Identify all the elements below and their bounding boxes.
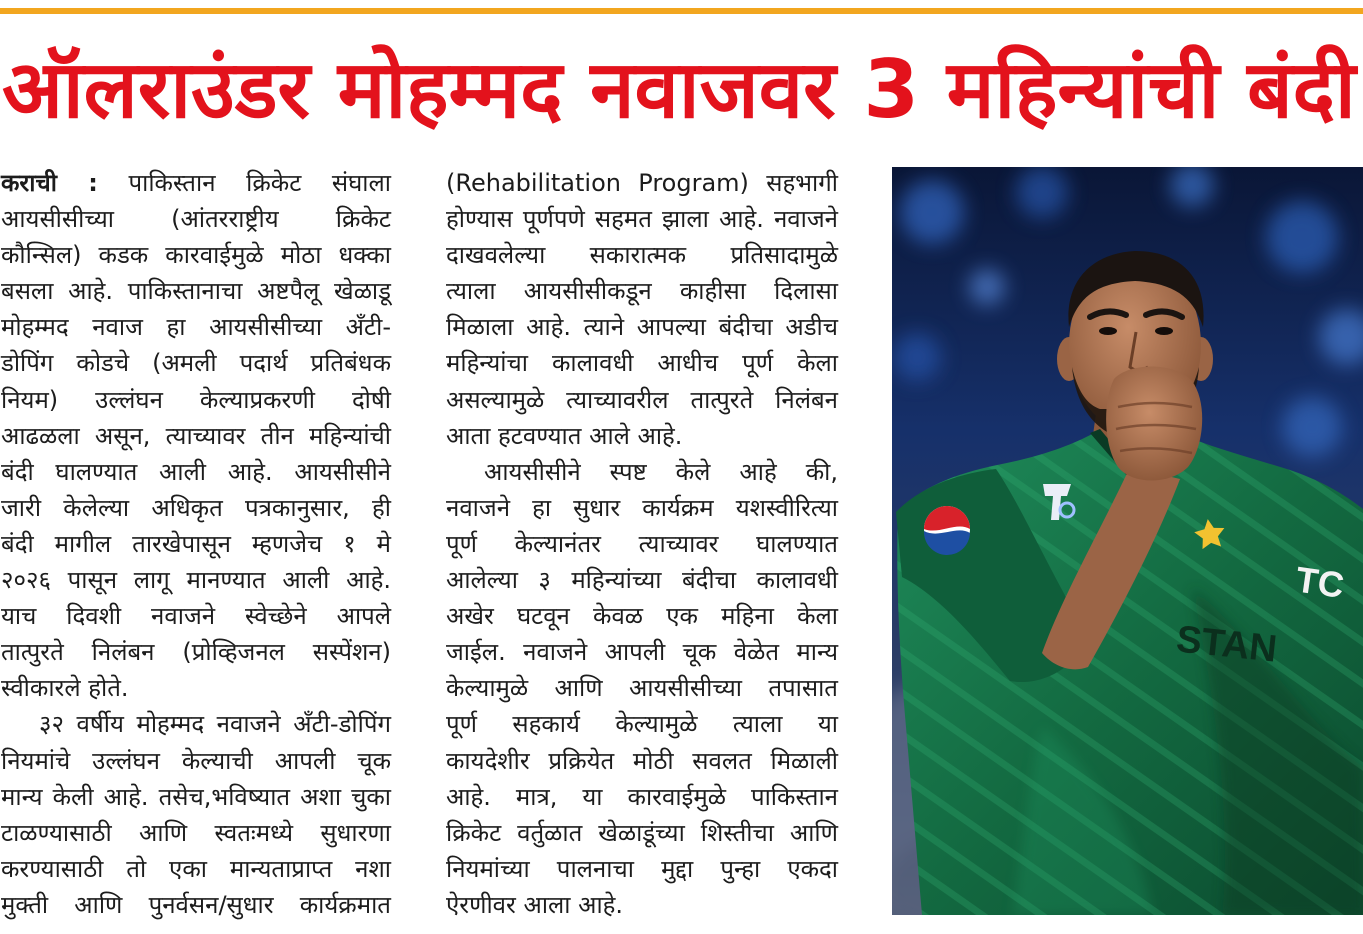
jersey-team-text: STAN <box>1174 618 1279 671</box>
article-text-line <box>1 273 391 309</box>
article-text-line <box>1 165 391 201</box>
article-text-line <box>446 815 838 851</box>
article-text-line <box>1 345 391 381</box>
article-text-line <box>446 887 838 923</box>
line-text: कौन्सिल) कडक कारवाईमुळे मोठा धक्का <box>1 241 391 270</box>
article-text-line <box>446 851 838 887</box>
article-text-line <box>1 743 391 779</box>
line-text: जारी केलेल्या अधिकृत पत्रकानुसार, ही <box>1 493 391 522</box>
article-column-right <box>446 165 838 923</box>
article-text-line <box>446 165 838 201</box>
article-text-line <box>1 309 391 345</box>
article-text-line <box>446 598 838 634</box>
line-text: नियमांच्या पालनाचा मुद्दा पुन्हा एकदा <box>446 854 838 883</box>
line-text: ३२ वर्षीय मोहम्मद नवाजने अँटी-डोपिंग <box>39 710 391 739</box>
line-text: ऐरणीवर आला आहे. <box>446 890 623 919</box>
line-text: केल्यामुळे आणि आयसीसीच्या तपासात <box>446 674 838 703</box>
player-photo <box>892 167 1363 915</box>
headline <box>2 20 1361 160</box>
line-text: आहे. मात्र, या कारवाईमुळे पाकिस्तान <box>446 782 838 811</box>
article-text-line <box>1 815 391 851</box>
line-text: आयसीसीच्या (आंतरराष्ट्रीय क्रिकेट <box>1 205 391 234</box>
line-text: महिन्यांचा कालावधी आधीच पूर्ण केला <box>446 349 838 378</box>
line-text: जाईल. नवाजने आपली चूक वेळेत मान्य <box>446 638 838 667</box>
article-text-line <box>1 490 391 526</box>
dateline: कराची : <box>1 169 98 197</box>
player-eye-right <box>1155 327 1173 335</box>
line-text: करण्यासाठी तो एका मान्यताप्राप्त नशा <box>1 854 391 883</box>
line-text: नवाजने हा सुधार कार्यक्रम यशस्वीरित्या <box>446 493 838 522</box>
article-text-line <box>446 634 838 670</box>
article-text-line <box>446 345 838 381</box>
article-text-line <box>446 382 838 418</box>
line-text: बंदी मागील तारखेपासून म्हणजेच १ मे <box>1 529 391 558</box>
article-text-line <box>1 237 391 273</box>
top-rule <box>0 8 1363 14</box>
article-text-line <box>446 418 838 454</box>
article-column-left <box>1 165 391 923</box>
line-text: दाखवलेल्या सकारात्मक प्रतिसादामुळे <box>446 241 838 270</box>
line-text: २०२६ पासून लागू मानण्यात आली आहे. <box>1 566 391 595</box>
article-text-line <box>1 382 391 418</box>
article-text-line <box>446 454 838 490</box>
article-text-line <box>1 526 391 562</box>
line-text: क्रिकेट वर्तुळात खेळाडूंच्या शिस्तीचा आणि <box>446 818 838 847</box>
player-fist <box>1106 367 1202 481</box>
article-text-line <box>1 201 391 237</box>
article-text-line <box>446 201 838 237</box>
line-text: पाकिस्तान क्रिकेट संघाला <box>128 169 392 197</box>
line-text: पूर्ण केल्यानंतर त्याच्यावर घालण्यात <box>446 529 838 558</box>
line-text: बंदी घालण्यात आली आहे. आयसीसीने <box>1 457 391 486</box>
article-text-line <box>1 598 391 634</box>
line-text: बसला आहे. पाकिस्तानाचा अष्टपैलू खेळाडू <box>1 277 391 306</box>
article-text-line <box>1 851 391 887</box>
line-text: मिळाला आहे. त्याने आपल्या बंदीचा अडीच <box>446 313 838 342</box>
line-text: डोपिंग कोडचे (अमली पदार्थ प्रतिबंधक <box>1 349 391 378</box>
line-text: नियम) उल्लंघन केल्याप्रकरणी दोषी <box>1 385 391 414</box>
article-text-line <box>446 779 838 815</box>
line-text: आता हटवण्यात आले आहे. <box>446 421 683 450</box>
article-text-line <box>446 743 838 779</box>
article-text-line <box>446 309 838 345</box>
line-text: कायदेशीर प्रक्रियेत मोठी सवलत मिळाली <box>446 746 838 775</box>
article-text-line <box>1 779 391 815</box>
line-text: टाळण्यासाठी आणि स्वतःमध्ये सुधारणा <box>1 818 391 847</box>
line-text: मान्य केली आहे. तसेच,भविष्यात अशा चुका <box>1 782 391 811</box>
line-text: अखेर घटवून केवळ एक महिना केला <box>446 602 838 631</box>
article-text-line <box>446 562 838 598</box>
article-text-line <box>446 526 838 562</box>
line-text: (Rehabilitation Program) सहभागी <box>446 169 838 197</box>
line-text: नियमांचे उल्लंघन केल्याची आपली चूक <box>1 746 391 775</box>
article-text-line <box>446 490 838 526</box>
line-text: आलेल्या ३ महिन्यांच्या बंदीचा कालावधी <box>446 566 838 595</box>
line-text: स्वीकारले होते. <box>1 674 129 703</box>
headline-text: ऑलराउंडर मोहम्मद नवाजवर 3 महिन्यांची बंदी <box>2 43 1356 136</box>
line-text: असल्यामुळे त्याच्यावरील तात्पुरते निलंबन <box>446 385 838 414</box>
article-text-line <box>1 887 391 923</box>
line-text: त्याला आयसीसीकडून काहीसा दिलासा <box>446 277 838 306</box>
line-text: आयसीसीने स्पष्ट केले आहे की, <box>484 457 838 486</box>
article-text-line <box>1 634 391 670</box>
article-text-line <box>1 706 391 742</box>
line-text: होण्यास पूर्णपणे सहमत झाला आहे. नवाजने <box>446 205 838 234</box>
article-text-line <box>1 562 391 598</box>
article-text-line <box>446 670 838 706</box>
player-eye-left <box>1099 327 1117 335</box>
article-text-line <box>1 418 391 454</box>
line-text: याच दिवशी नवाजने स्वेच्छेने आपले <box>1 602 391 631</box>
pepsi-logo <box>924 506 970 555</box>
article-text-line <box>1 454 391 490</box>
line-text: मुक्ती आणि पुनर्वसन/सुधार कार्यक्रमात <box>1 890 391 919</box>
article-text-line <box>1 670 391 706</box>
line-text: आढळला असून, त्याच्यावर तीन महिन्यांची <box>1 421 391 450</box>
player-photo-image <box>892 167 1363 915</box>
line-text: तात्पुरते निलंबन (प्रोव्हिजनल सस्पेंशन) <box>1 638 391 667</box>
line-text: मोहम्मद नवाज हा आयसीसीच्या अँटी- <box>1 313 391 342</box>
line-text: पूर्ण सहकार्य केल्यामुळे त्याला या <box>446 710 838 739</box>
jersey-sponsor-text: TC <box>1293 558 1347 606</box>
article-text-line <box>446 706 838 742</box>
article-text-line <box>446 237 838 273</box>
article-text-line <box>446 273 838 309</box>
